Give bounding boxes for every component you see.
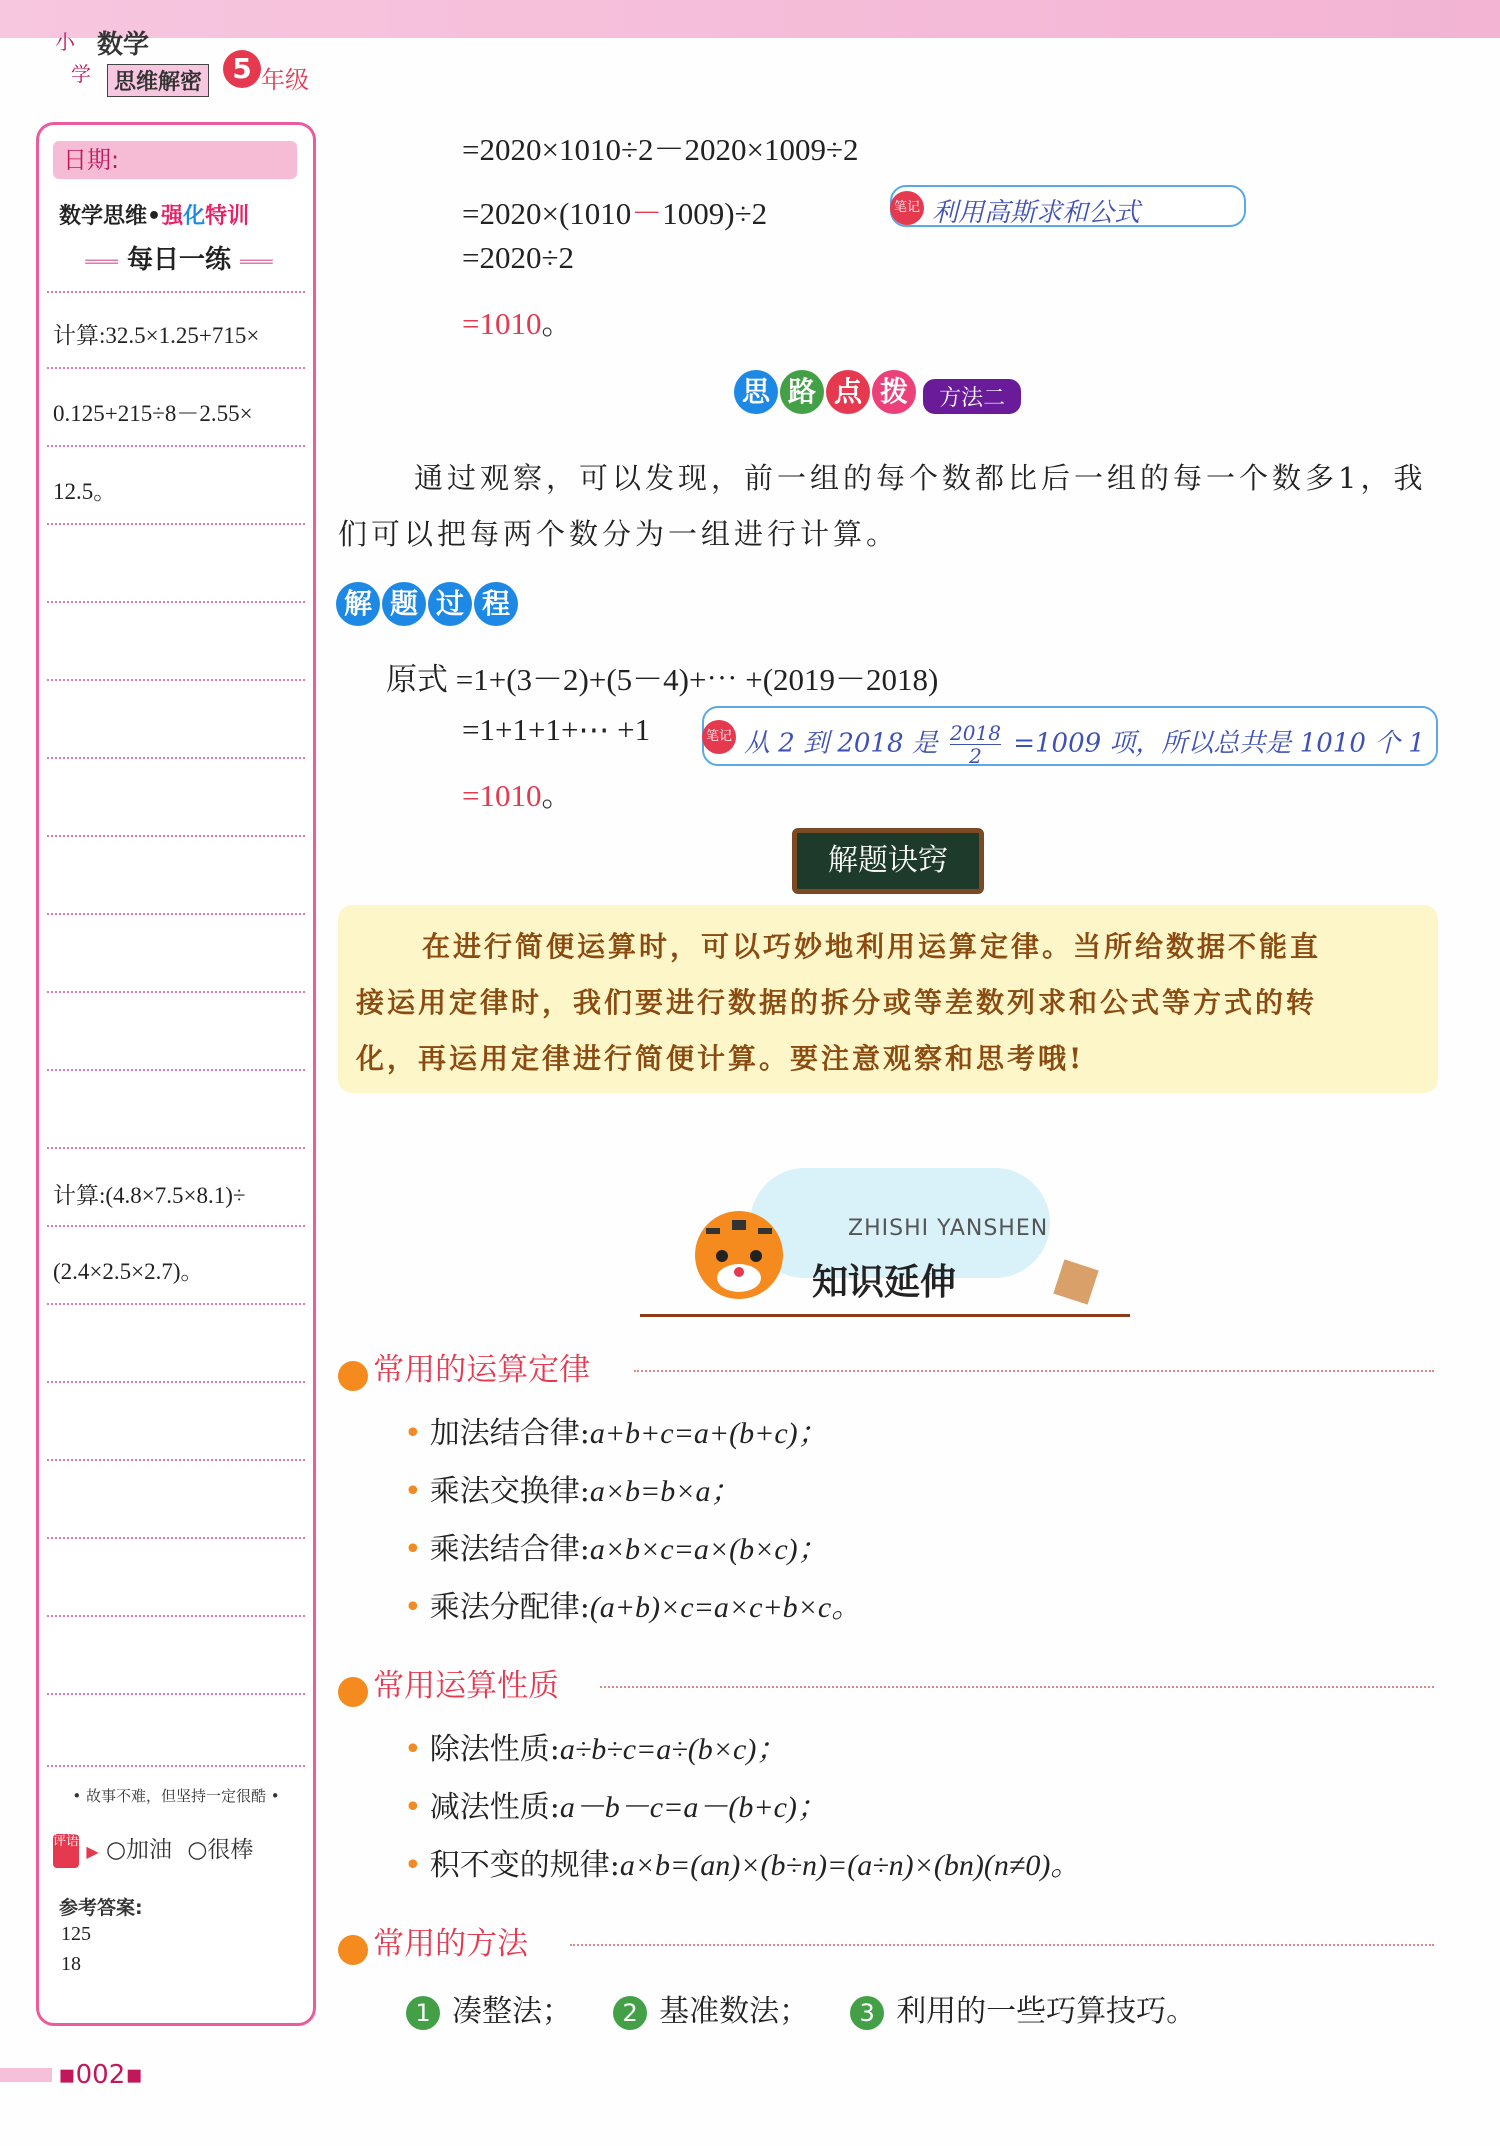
note-gauss-text: 利用高斯求和公式 (932, 198, 1141, 228)
m2-line1: 原式 =1+(3－2)+(5－4)+⋯ +(2019－2018) (386, 662, 939, 697)
section-3-header (338, 1918, 1438, 1964)
m1-line2-a: =2020×(1010 (462, 196, 632, 231)
book-brand (55, 22, 335, 102)
hint-paragraph-line1: 通过观察，可以发现，前一组的每个数都比后一组的每一个数多1，我 (414, 461, 1427, 495)
property-formula: a÷b÷c=a÷(b×c)； (559, 1733, 787, 1766)
brand-subject: 数学 (97, 30, 150, 60)
calc1-line3: 12.5。 (53, 479, 117, 504)
writing-line (47, 1303, 305, 1305)
page-number (0, 2060, 150, 2088)
arrow-right-icon: ▶ (86, 1842, 99, 1861)
number-circle-2: 2 (613, 1996, 647, 2030)
writing-line (47, 291, 305, 293)
calc2-line1: 计算:(4.8×7.5×8.1)÷ (53, 1183, 246, 1208)
writing-line (47, 757, 305, 759)
note-paper-icon (1053, 1259, 1098, 1304)
methods-row (406, 1986, 1196, 2030)
section-1-title: 常用的运算定律 (373, 1352, 591, 1388)
m1-line3: =2020÷2 (462, 240, 574, 275)
law-label: 加法结合律: (429, 1416, 590, 1451)
solve-title (336, 582, 520, 626)
solve-char-4: 程 (474, 582, 518, 626)
sidebar-title-d: 特训 (205, 204, 250, 229)
method-item-2: 基准数法； (659, 1994, 810, 2029)
tip-line1: 在进行简便运算时，可以巧妙地利用运算定律。当所给数据不能直 (422, 930, 1322, 963)
fraction-numerator: 2018 (950, 721, 1001, 745)
writing-line (47, 601, 305, 603)
section-1-header (338, 1344, 1438, 1390)
method-item-1: 凑整法； (452, 1994, 572, 2029)
law-item (404, 1582, 861, 1626)
m2-line3-end: 。 (541, 778, 573, 813)
hint-paragraph (338, 450, 1448, 562)
fraction (950, 722, 1001, 767)
law-label: 乘法分配律: (429, 1590, 590, 1625)
note-icon: 笔记 (890, 191, 924, 225)
section-divider (570, 1944, 1434, 1946)
law-formula: a×b=b×a； (589, 1475, 741, 1508)
sidebar-title-a: 数学思维 (59, 204, 148, 229)
method-tag: 方法二 (923, 379, 1021, 414)
writing-line (47, 1225, 305, 1227)
note-count-text-a: 从 2 到 2018 是 (744, 728, 938, 759)
daily-practice-label: ═══ 每日一练 ═══ (85, 245, 273, 275)
writing-line (47, 1069, 305, 1071)
sidebar-title (59, 199, 249, 230)
section-2-title: 常用运算性质 (373, 1668, 560, 1704)
property-item (404, 1782, 827, 1826)
m1-line4-value: 1010 (479, 306, 542, 341)
hint-paragraph-line2: 们可以把每两个数分为一组进行计算。 (338, 517, 900, 551)
evaluation-row (53, 1831, 253, 1868)
law-formula: (a+b)×c=a×c+b×c。 (589, 1591, 862, 1624)
sidebar-title-c: 化 (183, 204, 206, 229)
note-gauss (890, 185, 1246, 227)
note-icon: 笔记 (702, 720, 736, 754)
law-item (404, 1466, 741, 1510)
m1-line2-b: 1009)÷2 (662, 196, 768, 231)
bullet-icon: • (404, 1532, 422, 1567)
number-circle-1: 1 (406, 1996, 440, 2030)
writing-line (47, 1765, 305, 1767)
law-formula: a×b×c=a×(b×c)； (589, 1533, 828, 1566)
writing-line (47, 1537, 305, 1539)
solve-char-2: 题 (382, 582, 426, 626)
method-item-3: 利用的一些巧算技巧。 (896, 1994, 1197, 2029)
writing-line (47, 1459, 305, 1461)
law-item (404, 1408, 828, 1452)
fraction-denominator: 2 (969, 744, 982, 768)
bullet-icon: • (404, 1416, 422, 1451)
knowledge-underline (640, 1314, 1130, 1317)
property-formula: a×b=(an)×(b÷n)=(a÷n)×(bn)(n≠0)。 (619, 1849, 1081, 1882)
hint-char-2: 路 (780, 370, 824, 414)
m2-line3 (462, 770, 572, 815)
section-2-header (338, 1660, 1438, 1706)
answer-1: 125 (61, 1923, 91, 1945)
note-count (702, 706, 1438, 766)
tiger-face-icon (338, 1677, 368, 1707)
bullet-icon: • (404, 1790, 422, 1825)
hint-title (734, 370, 1021, 414)
writing-line (47, 367, 305, 369)
motto-text: 故事不难，但坚持一定很酷 (85, 1787, 266, 1805)
brand-small-char-2: 学 (71, 62, 91, 86)
writing-line (47, 523, 305, 525)
answers-title: 参考答案: (59, 1897, 143, 1919)
writing-line (47, 913, 305, 915)
sidebar-title-dot: • (147, 204, 162, 229)
practice-sidebar (36, 122, 316, 2026)
property-label: 减法性质: (429, 1790, 560, 1825)
property-item (404, 1840, 1080, 1884)
page-number-bar (0, 2068, 52, 2082)
tiger-icon (684, 1200, 794, 1310)
m1-line4 (462, 298, 572, 343)
tip-line2: 接运用定律时，我们要进行数据的拆分或等差数列求和公式等方式的转 (356, 986, 1318, 1019)
property-label: 除法性质: (429, 1732, 560, 1767)
writing-line (47, 991, 305, 993)
m1-line2 (462, 188, 767, 233)
calc2-line2: (2.4×2.5×2.7)。 (53, 1259, 204, 1284)
tip-text (356, 919, 1426, 1087)
law-label: 乘法交换律: (429, 1474, 590, 1509)
m2-line3-eq: = (462, 778, 480, 813)
m1-line4-eq: = (462, 306, 480, 341)
property-formula: a－b－c=a－(b+c)； (559, 1791, 827, 1824)
motto: • 故事不难，但坚持一定很酷 • (72, 1787, 280, 1805)
writing-line (47, 679, 305, 681)
eval-option-keep-going[interactable]: ○加油 (105, 1837, 173, 1863)
knowledge-title: 知识延伸 (812, 1262, 957, 1303)
eval-option-great[interactable]: ○很棒 (187, 1837, 254, 1863)
m1-line2-minus: － (631, 196, 663, 231)
sidebar-title-b: 强 (161, 204, 184, 229)
bullet-icon: • (404, 1848, 422, 1883)
section-3-title: 常用的方法 (373, 1926, 529, 1962)
m1-line4-end: 。 (541, 306, 573, 341)
note-count-text-b: =1009 项，所以总共是 1010 个 1 (1013, 728, 1425, 759)
knowledge-header (640, 1164, 1130, 1324)
bullet-icon: • (404, 1732, 422, 1767)
page-number-text: ▪002▪ (58, 2060, 143, 2090)
knowledge-pinyin: ZHISHI YANSHEN (848, 1216, 1049, 1241)
m2-line3-value: 1010 (479, 778, 542, 813)
answer-2: 18 (61, 1953, 81, 1975)
section-divider (634, 1370, 1434, 1372)
brand-series: 思维解密 (107, 64, 209, 97)
daily-practice-text: 每日一练 (126, 245, 231, 275)
number-circle-3: 3 (850, 1996, 884, 2030)
tip-box (338, 905, 1438, 1093)
law-formula: a+b+c=a+(b+c)； (589, 1417, 828, 1450)
writing-line (47, 1615, 305, 1617)
tip-chalkboard-label: 解题诀窍 (792, 828, 984, 894)
brand-small-char-1: 小 (55, 30, 75, 54)
writing-line (47, 1381, 305, 1383)
property-item (404, 1724, 786, 1768)
property-label: 积不变的规律: (429, 1848, 620, 1883)
tiger-face-icon (338, 1361, 368, 1391)
law-label: 乘法结合律: (429, 1532, 590, 1567)
hint-char-1: 思 (734, 370, 778, 414)
tiger-face-icon (338, 1935, 368, 1965)
bullet-icon: • (404, 1474, 422, 1509)
page-number-value: 002 (75, 2060, 126, 2090)
grade-text: 年级 (261, 66, 309, 94)
calc1-line2: 0.125+215÷8－2.55× (53, 401, 253, 426)
writing-line (47, 1147, 305, 1149)
grade-number-badge: 5 (223, 50, 261, 88)
solve-char-1: 解 (336, 582, 380, 626)
m1-line1: =2020×1010÷2－2020×1009÷2 (462, 132, 859, 167)
bullet-icon: • (404, 1590, 422, 1625)
writing-line (47, 835, 305, 837)
hint-char-4: 拨 (872, 370, 916, 414)
m2-line2: =1+1+1+⋯ +1 (462, 712, 651, 747)
evaluation-icon: 评语 (53, 1834, 79, 1868)
hint-char-3: 点 (826, 370, 870, 414)
law-item (404, 1524, 828, 1568)
solve-char-3: 过 (428, 582, 472, 626)
note-count-text (744, 722, 1425, 767)
writing-line (47, 445, 305, 447)
section-divider (600, 1686, 1434, 1688)
date-label: 日期: (53, 141, 297, 179)
tip-line3: 化，再运用定律进行简便计算。要注意观察和思考哦! (356, 1042, 1085, 1075)
writing-line (47, 1693, 305, 1695)
calc1-line1: 计算:32.5×1.25+715× (53, 323, 260, 348)
